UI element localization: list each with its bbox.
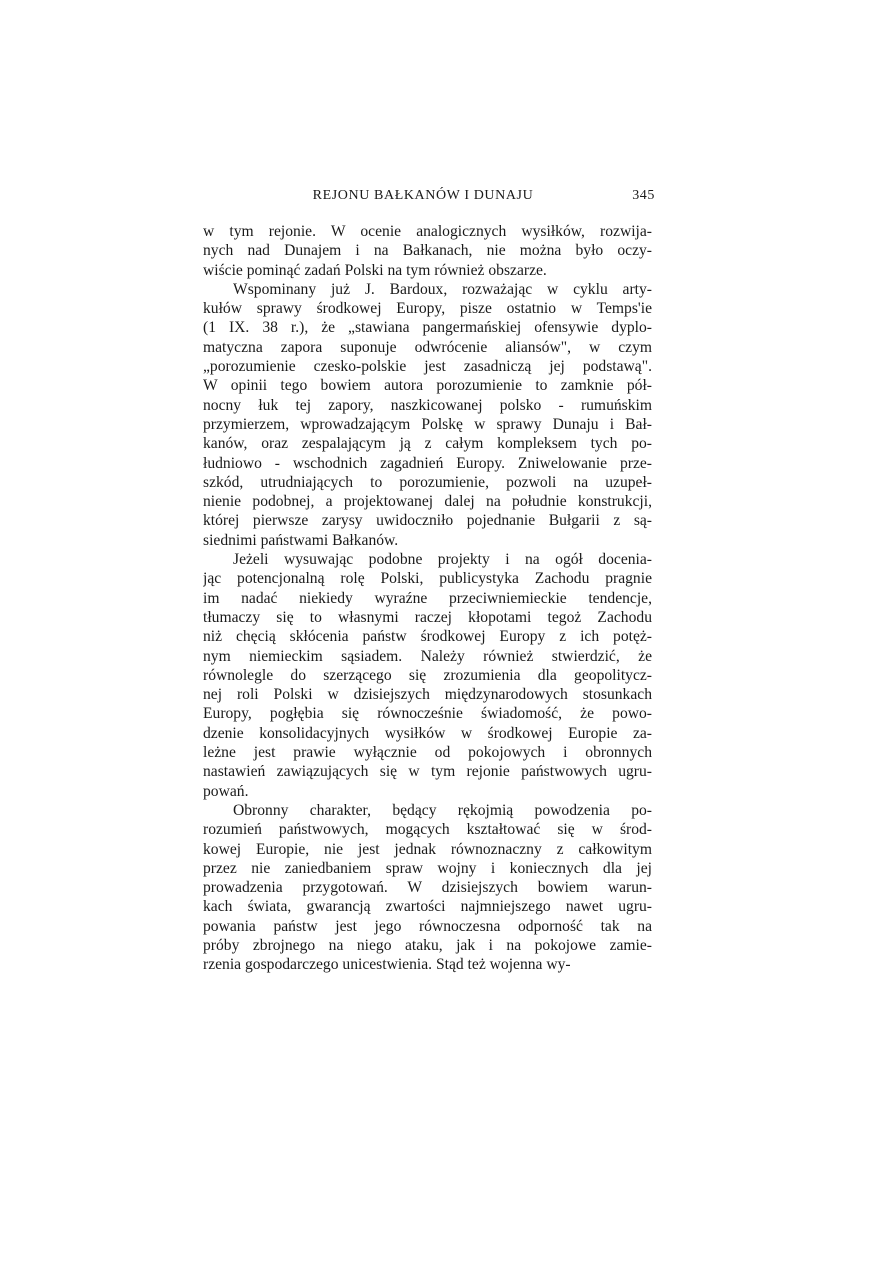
paragraph (203, 801, 652, 975)
paragraph (203, 550, 652, 801)
text-line: dzenie konsolidacyjnych wysiłków w środkowej Europie za- (203, 724, 652, 742)
text-line: W opinii tego bowiem autora porozumienie to zamknie pół- (203, 377, 652, 395)
running-head-title: REJONU BAŁKANÓW I DUNAJU (312, 188, 534, 203)
text-line: wiście pominąć zadań Polski na tym również obszarze. (203, 261, 547, 279)
text-line: powania państw jest jego równoczesna odporność tak na (203, 917, 652, 935)
text-line: w tym rejonie. W ocenie analogicznych wysiłków, rozwija- (203, 223, 652, 240)
text-line: matyczna zapora suponuje odwrócenie aliansów", w czym (203, 338, 652, 356)
text-line: leżne jest prawie wyłącznie od pokojowych i obronnych (203, 744, 652, 762)
paragraph (203, 222, 652, 280)
paragraph (203, 280, 652, 550)
text-line: Jeżeli wysuwając podobne projekty i na ogół docenia- (233, 551, 652, 569)
text-line: próby zbrojnego na niego ataku, jak i na pokojowe zamie- (203, 936, 652, 954)
text-line: szkód, utrudniających to porozumienie, pozwoli na uzupeł- (203, 473, 652, 491)
text-line: łudniowo - wschodnich zagadnień Europy. Zniwelowanie prze- (203, 454, 652, 472)
text-line: kowej Europie, nie jest jednak równoznaczny z całkowitym (203, 840, 652, 858)
text-line: kach świata, gwarancją zwartości najmniejszego nawet ugru- (203, 898, 652, 916)
text-line: Obronny charakter, będący rękojmią powodzenia po- (233, 801, 652, 819)
text-line: kanów, oraz zespalającym ją z całym kompleksem tych po- (203, 435, 652, 453)
text-line: niż chęcią skłócenia państw środkowej Europy z ich potęż- (203, 628, 652, 646)
text-line: nastawień zawiązujących się w tym rejonie państwowych ugru- (203, 763, 652, 781)
text-line: im nadać niekiedy wyraźne przeciwniemieckie tendencje, (203, 589, 652, 607)
text-line: tłumaczy się to własnymi raczej kłopotami tegoż Zachodu (203, 608, 652, 626)
text-line: Europy, pogłębia się równocześnie świadomość, że powo- (203, 705, 652, 723)
text-line: nym niemieckim sąsiadem. Należy również stwierdzić, że (203, 647, 652, 665)
page-number: 345 (632, 188, 655, 203)
text-line: nocny łuk tej zapory, naszkicowanej polsko - rumuńskim (203, 396, 652, 414)
text-line: kułów sprawy środkowej Europy, pisze ostatnio w Temps'ie (203, 300, 652, 318)
text-line: „porozumienie czesko-polskie jest zasadniczą jej podstawą". (203, 358, 652, 376)
text-line: której pierwsze zarysy uwidoczniło pojednanie Bułgarii z są- (203, 512, 652, 530)
text-line: przez nie zaniedbaniem spraw wojny i koniecznych dla jej (203, 859, 652, 877)
body-text (203, 222, 652, 975)
text-line: równolegle do szerzącego się zrozumienia dla geopolitycz- (203, 666, 652, 684)
text-line: powań. (203, 782, 249, 800)
text-line: prowadzenia przygotowań. W dzisiejszych bowiem warun- (203, 879, 652, 897)
text-line: jąc potencjonalną rolę Polski, publicystyka Zachodu pragnie (203, 570, 652, 588)
text-line: przymierzem, wprowadzającym Polskę w sprawy Dunaju i Bał- (203, 415, 652, 433)
text-line: nienie podobnej, a projektowanej dalej na południe konstrukcji, (203, 493, 652, 511)
text-line: nej roli Polski w dzisiejszych międzynarodowych stosunkach (203, 686, 652, 704)
text-line: siednimi państwami Bałkanów. (203, 531, 399, 549)
text-line: rozumień państwowych, mogących kształtować się w środ- (203, 821, 652, 839)
text-line: rzenia gospodarczego unicestwienia. Stąd też wojenna wy- (203, 956, 571, 974)
text-line: (1 IX. 38 r.), że „stawiana pangermańskiej ofensywie dyplo- (203, 319, 652, 337)
text-line: Wspominany już J. Bardoux, rozważając w cyklu arty- (233, 280, 652, 298)
text-line: nych nad Dunajem i na Bałkanach, nie można było oczy- (203, 242, 652, 260)
running-head (203, 188, 655, 210)
